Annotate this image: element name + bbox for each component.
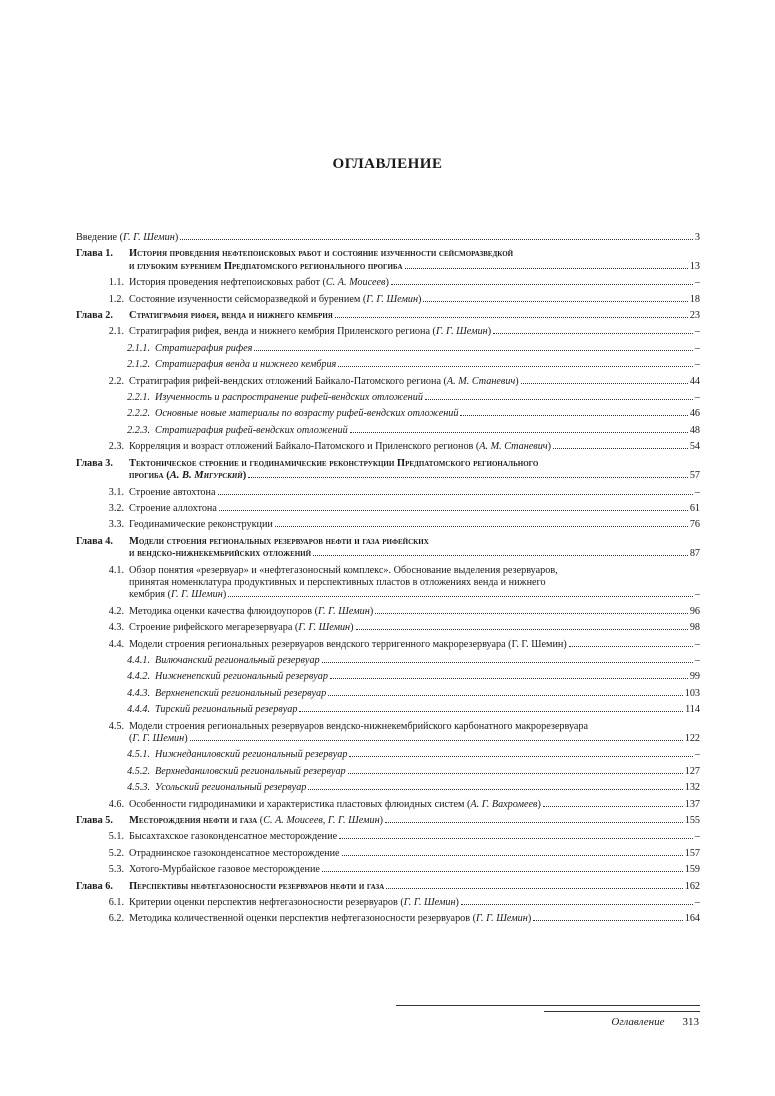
toc-entry	[76, 294, 700, 306]
toc-title: Обзор понятия «резервуар» и «нефтегазоносный комплекс». Обоснование выделения резервуаров,	[129, 564, 558, 576]
toc-title: Тирский региональный резервуар	[155, 704, 298, 716]
toc-number: 4.2.	[108, 605, 124, 617]
toc-number: Глава 5.	[76, 815, 113, 827]
footer-rule	[396, 1005, 700, 1006]
toc-page: –	[694, 749, 700, 761]
toc-entry	[76, 441, 700, 453]
dot-leader	[180, 239, 693, 240]
toc-number: 5.3.	[108, 864, 124, 876]
toc-title: Введение (Г. Г. Шемин)	[76, 232, 179, 243]
toc-page: 127	[684, 765, 700, 777]
toc-entry	[76, 721, 700, 746]
toc-number: 4.4.1.	[127, 654, 150, 666]
toc-number: 4.5.	[108, 720, 124, 732]
footer-label: Оглавление	[611, 1016, 665, 1028]
toc-title: Геодинамические реконструкции	[129, 519, 273, 531]
toc-page: 137	[684, 798, 700, 810]
dot-leader	[425, 399, 693, 400]
toc-number: 4.4.3.	[127, 687, 150, 699]
toc-number: Глава 2.	[76, 310, 113, 322]
toc-number: 4.5.1.	[127, 749, 150, 761]
toc-title: Состояние изученности сейсморазведкой и бурением (Г. Г. Шемин)	[129, 293, 422, 305]
toc-entry	[76, 232, 700, 244]
dot-leader	[375, 613, 688, 614]
toc-title: Верхненепский региональный резервуар	[155, 687, 327, 699]
toc-title: Тектоническое строение и геодинамические реконструкции Предпатомского регионального	[129, 457, 539, 469]
toc-page: 99	[689, 671, 700, 683]
toc-number: 4.5.2.	[127, 765, 150, 777]
toc-page: 87	[689, 548, 700, 560]
toc-title: Бысахтахское газоконденсатное месторождение	[129, 831, 338, 843]
toc-title: прогиба (А. В. Мигурский)	[129, 470, 247, 482]
toc-page: –	[694, 277, 700, 289]
toc-title: Модели строения региональных резервуаров вендско-нижнекембрийского карбонатного макрорезервуара	[129, 720, 589, 732]
toc-number: 5.2.	[108, 847, 124, 859]
toc-title: и глубоким бурением Предпатомского регионального прогиба	[129, 260, 403, 272]
toc-entry	[76, 277, 700, 289]
toc-title: Стратиграфия рифея, венда и нижнего кембрия Приленского региона (Г. Г. Шемин)	[129, 326, 492, 338]
toc-subsection	[76, 782, 700, 794]
toc-entry	[76, 565, 700, 602]
toc-title: Модели строения региональных резервуаров нефти и газа рифейских	[129, 535, 429, 547]
toc-number: 1.2.	[108, 293, 124, 305]
toc-title: (Г. Г. Шемин)	[129, 733, 188, 744]
toc-subsection	[76, 671, 700, 683]
toc-page: 103	[684, 687, 700, 699]
toc-number: 2.3.	[108, 441, 124, 453]
dot-leader	[553, 448, 688, 449]
toc-page: 61	[689, 502, 700, 514]
toc-title: Стратиграфия рифея	[155, 342, 253, 354]
toc-chapter	[76, 536, 700, 561]
toc-page: 18	[689, 293, 700, 305]
toc-title: Критерии оценки перспектив нефтегазоносности резервуаров (Г. Г. Шемин)	[129, 897, 459, 909]
dot-leader	[342, 855, 683, 856]
toc-number: 4.3.	[108, 622, 124, 634]
toc-page: 159	[684, 864, 700, 876]
dot-leader	[308, 789, 682, 790]
toc-title: Хотого-Мурбайское газовое месторождение	[129, 864, 320, 876]
toc-chapter	[76, 248, 700, 273]
dot-leader	[190, 740, 683, 741]
table-of-contents	[76, 232, 700, 930]
toc-number: 2.2.3.	[127, 424, 150, 436]
toc-title: Строение рифейского мегарезервуара (Г. Г. Шемин)	[129, 622, 354, 634]
toc-entry	[76, 913, 700, 925]
toc-title: Стратиграфия рифея, венда и нижнего кембрия	[129, 310, 333, 322]
toc-page: –	[694, 359, 700, 371]
toc-entry	[76, 606, 700, 618]
toc-title: История проведения нефтепоисковых работ и состояние изученности сейсморазведкой	[129, 248, 514, 260]
dot-leader	[338, 366, 693, 367]
dot-leader	[322, 871, 683, 872]
toc-entry	[76, 519, 700, 531]
toc-page: –	[694, 654, 700, 666]
dot-leader	[349, 756, 692, 757]
toc-chapter	[76, 881, 700, 893]
toc-subsection	[76, 392, 700, 404]
dot-leader	[335, 317, 688, 318]
toc-page: 98	[689, 622, 700, 634]
toc-title: кембрия (Г. Г. Шемин)	[129, 589, 227, 601]
dot-leader	[228, 596, 693, 597]
toc-subsection	[76, 655, 700, 667]
toc-number: 4.4.	[108, 638, 124, 650]
toc-entry	[76, 639, 700, 651]
toc-page: –	[694, 589, 700, 601]
toc-entry	[76, 864, 700, 876]
toc-page: –	[694, 486, 700, 498]
toc-page: 76	[689, 519, 700, 531]
toc-page: –	[694, 897, 700, 909]
toc-subsection	[76, 688, 700, 700]
toc-entry	[76, 622, 700, 634]
toc-title: Основные новые материалы по возрасту рифей-вендских отложений	[155, 408, 459, 420]
toc-title: Методика количественной оценки перспектив нефтегазоносности резервуаров (Г. Г. Шемин)	[129, 913, 532, 925]
toc-title: Месторождения нефти и газа (С. А. Моисеев, Г. Г. Шемин)	[129, 815, 384, 827]
toc-title: и вендско-нижнекембрийских отложений	[129, 548, 312, 560]
toc-number: 2.1.	[108, 326, 124, 338]
page-number: 313	[682, 1016, 699, 1028]
toc-number: Глава 6.	[76, 880, 113, 892]
toc-number: 4.4.4.	[127, 704, 150, 716]
toc-number: 2.2.	[108, 375, 124, 387]
dot-leader	[533, 920, 682, 921]
dot-leader	[254, 350, 693, 351]
toc-title: Стратиграфия рифей-вендских отложений Байкало-Патомского региона (А. М. Станевич)	[129, 375, 519, 387]
toc-page: 23	[689, 310, 700, 322]
toc-number: 4.5.3.	[127, 782, 150, 794]
dot-leader	[299, 711, 683, 712]
toc-number: 3.2.	[108, 502, 124, 514]
dot-leader	[461, 904, 693, 905]
toc-page: 3	[694, 232, 700, 243]
page-title: ОГЛАВЛЕНИЕ	[332, 156, 443, 172]
toc-page: –	[694, 326, 700, 338]
toc-page: 48	[689, 424, 700, 436]
toc-title: Перспективы нефтегазоносности резервуаров нефти и газа	[129, 880, 385, 892]
toc-title: Верхнеданиловский региональный резервуар	[155, 765, 346, 777]
toc-number: 2.1.2.	[127, 359, 150, 371]
toc-page: 13	[689, 260, 700, 272]
toc-page: 132	[684, 782, 700, 794]
dot-leader	[569, 646, 693, 647]
toc-title: Усольский региональный резервуар	[155, 782, 307, 794]
toc-subsection	[76, 749, 700, 761]
toc-title: Модели строения региональных резервуаров вендского терригенного макрорезервуара (Г. Г. Шемин)	[129, 638, 567, 650]
toc-number: 2.2.2.	[127, 408, 150, 420]
dot-leader	[339, 838, 693, 839]
toc-number: 6.2.	[108, 913, 124, 925]
toc-entry	[76, 897, 700, 909]
toc-entry	[76, 376, 700, 388]
toc-page: 155	[684, 815, 700, 827]
toc-chapter	[76, 815, 700, 827]
toc-subsection	[76, 343, 700, 355]
toc-title: Стратиграфия рифей-вендских отложений	[155, 424, 348, 436]
dot-leader	[543, 806, 683, 807]
toc-page: –	[694, 831, 700, 843]
dot-leader	[330, 678, 688, 679]
toc-chapter	[76, 458, 700, 483]
toc-subsection	[76, 704, 700, 716]
toc-entry	[76, 799, 700, 811]
toc-page: 54	[689, 441, 700, 453]
toc-title: Строение автохтона	[129, 486, 216, 498]
dot-leader	[348, 773, 683, 774]
dot-leader	[386, 888, 683, 889]
toc-title: Вилючанский региональный резервуар	[155, 654, 320, 666]
running-footer	[611, 1016, 699, 1028]
toc-page: 96	[689, 605, 700, 617]
toc-page: 57	[689, 470, 700, 482]
toc-title: Строение аллохтона	[129, 502, 217, 514]
toc-entry	[76, 831, 700, 843]
toc-number: 4.6.	[108, 798, 124, 810]
toc-page: 162	[684, 880, 700, 892]
dot-leader	[521, 383, 688, 384]
toc-number: 3.3.	[108, 519, 124, 531]
toc-number: 4.4.2.	[127, 671, 150, 683]
toc-number: 2.1.1.	[127, 342, 150, 354]
dot-leader	[313, 555, 688, 556]
toc-number: 6.1.	[108, 897, 124, 909]
toc-title: История проведения нефтепоисковых работ (С. А. Моисеев)	[129, 277, 389, 289]
dot-leader	[350, 432, 688, 433]
toc-subsection	[76, 359, 700, 371]
toc-page: 114	[685, 704, 700, 716]
toc-subsection	[76, 425, 700, 437]
toc-title: Нижнеданиловский региональный резервуар	[155, 749, 348, 761]
dot-leader	[218, 494, 693, 495]
dot-leader	[248, 477, 688, 478]
toc-page: 164	[684, 913, 700, 925]
dot-leader	[275, 526, 688, 527]
dot-leader	[219, 510, 688, 511]
toc-page: 44	[689, 375, 700, 387]
toc-number: 4.1.	[108, 564, 124, 576]
toc-page: 157	[684, 847, 700, 859]
footer-rule-short	[544, 1011, 700, 1012]
toc-page: –	[694, 342, 700, 354]
toc-page: 122	[684, 733, 700, 744]
dot-leader	[328, 695, 682, 696]
toc-subsection	[76, 408, 700, 420]
toc-entry	[76, 326, 700, 338]
toc-entry	[76, 848, 700, 860]
toc-title: принятая номенклатура продуктивных и перспективных пластов в отложениях венда и нижнего	[129, 576, 546, 588]
toc-entry	[76, 487, 700, 499]
dot-leader	[356, 629, 688, 630]
dot-leader	[391, 284, 693, 285]
toc-title: Стратиграфия венда и нижнего кембрия	[155, 359, 337, 371]
dot-leader	[423, 301, 687, 302]
toc-chapter	[76, 310, 700, 322]
dot-leader	[322, 662, 693, 663]
toc-number: Глава 3.	[76, 457, 113, 469]
toc-number: Глава 4.	[76, 535, 113, 547]
toc-number: 3.1.	[108, 486, 124, 498]
toc-number: Глава 1.	[76, 248, 113, 260]
toc-title: Методика оценки качества флюидоупоров (Г. Г. Шемин)	[129, 605, 374, 617]
dot-leader	[385, 822, 683, 823]
toc-title: Изученность и распространение рифей-вендских отложений	[155, 392, 423, 404]
toc-title: Нижненепский региональный резервуар	[155, 671, 328, 683]
toc-subsection	[76, 766, 700, 778]
toc-page: –	[694, 638, 700, 650]
toc-number: 2.2.1.	[127, 392, 150, 404]
toc-page: 46	[689, 408, 700, 420]
toc-title: Отраднинское газоконденсатное месторождение	[129, 847, 340, 859]
toc-entry	[76, 503, 700, 515]
toc-page: –	[694, 392, 700, 404]
dot-leader	[405, 268, 688, 269]
dot-leader	[493, 333, 693, 334]
toc-number: 5.1.	[108, 831, 124, 843]
dot-leader	[460, 415, 687, 416]
toc-number: 1.1.	[108, 277, 124, 289]
toc-title: Корреляция и возраст отложений Байкало-Патомского и Приленского регионов (А. М. Станевич)	[129, 441, 552, 453]
toc-title: Особенности гидродинамики и характеристика пластовых флюидных систем (А. Г. Вахромеев)	[129, 798, 541, 810]
